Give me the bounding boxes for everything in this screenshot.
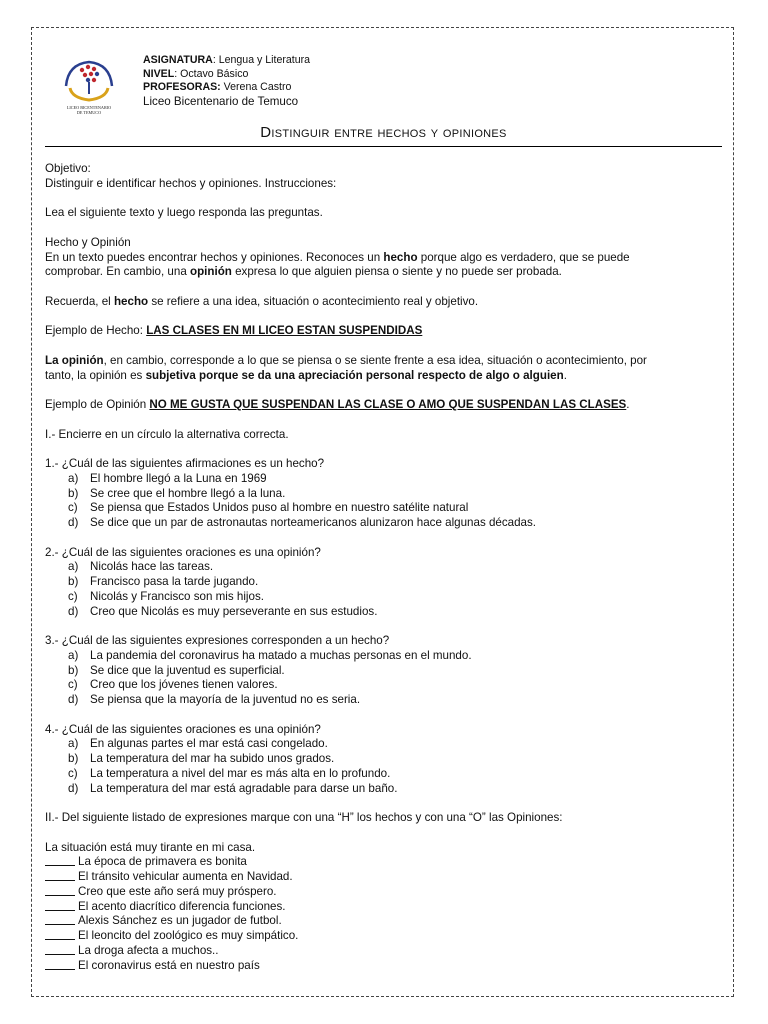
part2-first-item: La situación está muy tirante en mi casa. (45, 840, 256, 854)
page-title-wrap (45, 124, 722, 141)
option-letter: a) (68, 560, 79, 574)
answer-blank[interactable] (45, 886, 75, 896)
option-text: En algunas partes el mar está casi congelado. (90, 737, 328, 751)
question-1-option[interactable] (45, 501, 725, 516)
question-3-option[interactable] (45, 649, 725, 664)
question-1-option[interactable] (45, 516, 725, 531)
expression-item (45, 929, 725, 944)
question-2: 2.- ¿Cuál de las siguientes oraciones es una opinión? (45, 545, 321, 559)
option-letter: d) (68, 604, 79, 618)
teachers-label: PROFESORAS: (143, 81, 221, 94)
option-text: Se piensa que Estados Unidos puso al hombre en nuestro satélite natural (90, 501, 469, 515)
school-name: Liceo Bicentenario de Temuco (143, 94, 299, 108)
document-body (45, 162, 725, 973)
expression-item (45, 914, 725, 929)
expression-text: El coronavirus está en nuestro país (78, 958, 260, 972)
question-1-option[interactable] (45, 487, 725, 502)
answer-blank[interactable] (45, 871, 75, 881)
question-2-option[interactable] (45, 605, 725, 620)
part1-heading: I.- Encierre en un círculo la alternativa correcta. (45, 427, 289, 441)
expression-item (45, 885, 725, 900)
question-2-option[interactable] (45, 590, 725, 605)
question-1-option[interactable] (45, 472, 725, 487)
option-text: El hombre llegó a la Luna en 1969 (90, 471, 267, 485)
opinion-example: Ejemplo de Opinión NO ME GUSTA QUE SUSPENDAN LAS CLASE O AMO QUE SUSPENDAN LAS CLASES. (45, 398, 630, 411)
option-text: Se cree que el hombre llegó a la luna. (90, 486, 286, 500)
option-letter: a) (68, 648, 79, 662)
question-4: 4.- ¿Cuál de las siguientes oraciones es una opinión? (45, 722, 321, 736)
answer-blank[interactable] (45, 901, 75, 911)
option-letter: c) (68, 501, 78, 515)
expression-text: La época de primavera es bonita (78, 855, 247, 869)
expression-text: El tránsito vehicular aumenta en Navidad. (78, 870, 293, 883)
option-text: Creo que Nicolás es muy perseverante en sus estudios. (90, 604, 378, 618)
expression-item (45, 855, 725, 870)
option-text: Se dice que un par de astronautas norteamericanos alunizaron hace algunas décadas. (90, 516, 537, 529)
option-letter: a) (68, 471, 79, 485)
page-title: Distinguir entre hechos y opiniones (260, 124, 507, 141)
option-letter: b) (68, 486, 79, 500)
level-value: : Octavo Básico (174, 67, 249, 80)
option-text: Nicolás y Francisco son mis hijos. (90, 589, 264, 603)
option-letter: d) (68, 516, 79, 529)
section-title: Hecho y Opinión (45, 235, 131, 249)
answer-blank[interactable] (45, 945, 75, 955)
option-letter: b) (68, 752, 79, 765)
option-text: La temperatura a nivel del mar es más alta en lo profundo. (90, 766, 391, 780)
question-1: 1.- ¿Cuál de las siguientes afirmaciones es un hecho? (45, 457, 325, 470)
fact-example: Ejemplo de Hecho: LAS CLASES EN MI LICEO ESTAN SUSPENDIDAS (45, 324, 423, 338)
expression-list (45, 855, 725, 973)
expression-item (45, 870, 725, 885)
answer-blank[interactable] (45, 856, 75, 866)
option-text: Se dice que la juventud es superficial. (90, 663, 285, 677)
question-3-option[interactable] (45, 693, 725, 708)
instruction-text: Lea el siguiente texto y luego responda las preguntas. (45, 206, 323, 220)
paragraph-1-line-1: En un texto puedes encontrar hechos y opiniones. Reconoces un hecho porque algo es verdadero, que se puede (45, 250, 630, 264)
school-logo (58, 52, 120, 116)
expression-text: Alexis Sánchez es un jugador de futbol. (78, 914, 282, 928)
option-text: Se piensa que la mayoría de la juventud no es seria. (90, 693, 361, 706)
option-text: La temperatura del mar ha subido unos grados. (90, 752, 335, 765)
expression-item (45, 900, 725, 915)
question-2-option[interactable] (45, 575, 725, 590)
option-letter: c) (68, 766, 78, 780)
option-letter: a) (68, 737, 79, 751)
option-letter: b) (68, 575, 79, 588)
expression-text: El acento diacrítico diferencia funciones. (78, 899, 286, 913)
option-letter: b) (68, 663, 79, 677)
question-4-option[interactable] (45, 752, 725, 767)
paragraph-2: Recuerda, el hecho se refiere a una idea, situación o acontecimiento real y objetivo. (45, 294, 479, 308)
option-text: Nicolás hace las tareas. (90, 560, 214, 574)
option-text: La temperatura del mar está agradable para darse un baño. (90, 781, 398, 795)
title-rule (45, 146, 722, 147)
question-4-option[interactable] (45, 737, 725, 752)
option-letter: d) (68, 781, 79, 795)
expression-item (45, 959, 725, 974)
option-text: Creo que los jóvenes tienen valores. (90, 678, 278, 692)
document-header (143, 54, 310, 109)
question-4-option[interactable] (45, 767, 725, 782)
objective-label: Objetivo: (45, 162, 91, 175)
option-letter: d) (68, 693, 79, 706)
subject-value: : Lengua y Literatura (212, 54, 311, 66)
question-2-option[interactable] (45, 560, 725, 575)
question-3: 3.- ¿Cuál de las siguientes expresiones corresponden a un hecho? (45, 634, 390, 647)
svg-text:LICEO BICENTENARIO: LICEO BICENTENARIO (66, 105, 112, 110)
question-list (45, 457, 725, 811)
option-letter: c) (68, 678, 78, 692)
answer-blank[interactable] (45, 915, 75, 925)
paragraph-1-line-2: comprobar. En cambio, una opinión expresa lo que alguien piensa o siente y no puede ser probada. (45, 265, 562, 279)
part2-heading: II.- Del siguiente listado de expresiones marque con una “H” los hechos y con una “O” las Opiniones: (45, 811, 563, 824)
option-text: La pandemia del coronavirus ha matado a muchas personas en el mundo. (90, 648, 472, 662)
paragraph-3-line-2: tanto, la opinión es subjetiva porque se da una apreciación personal respecto de algo o alguien. (45, 368, 567, 382)
expression-text: La droga afecta a muchos.. (78, 943, 219, 957)
question-4-option[interactable] (45, 782, 725, 797)
paragraph-3-line-1: La opinión, en cambio, corresponde a lo que se piensa o se siente frente a esa idea, situación o acontecimiento, por (45, 353, 647, 367)
level-label: NIVEL (143, 67, 175, 80)
option-letter: c) (68, 589, 78, 603)
expression-text: Creo que este año será muy próspero. (78, 884, 277, 898)
answer-blank[interactable] (45, 930, 75, 940)
subject-label: ASIGNATURA (143, 54, 213, 66)
objective-text: Distinguir e identificar hechos y opiniones. Instrucciones: (45, 176, 337, 190)
teachers-value: Verena Castro (220, 81, 292, 94)
svg-text:DE TEMUCO: DE TEMUCO (76, 110, 102, 115)
option-text: Francisco pasa la tarde jugando. (90, 575, 259, 588)
expression-text: El leoncito del zoológico es muy simpático. (78, 929, 299, 942)
answer-blank[interactable] (45, 960, 75, 970)
question-3-option[interactable] (45, 678, 725, 693)
expression-item (45, 944, 725, 959)
question-3-option[interactable] (45, 664, 725, 679)
